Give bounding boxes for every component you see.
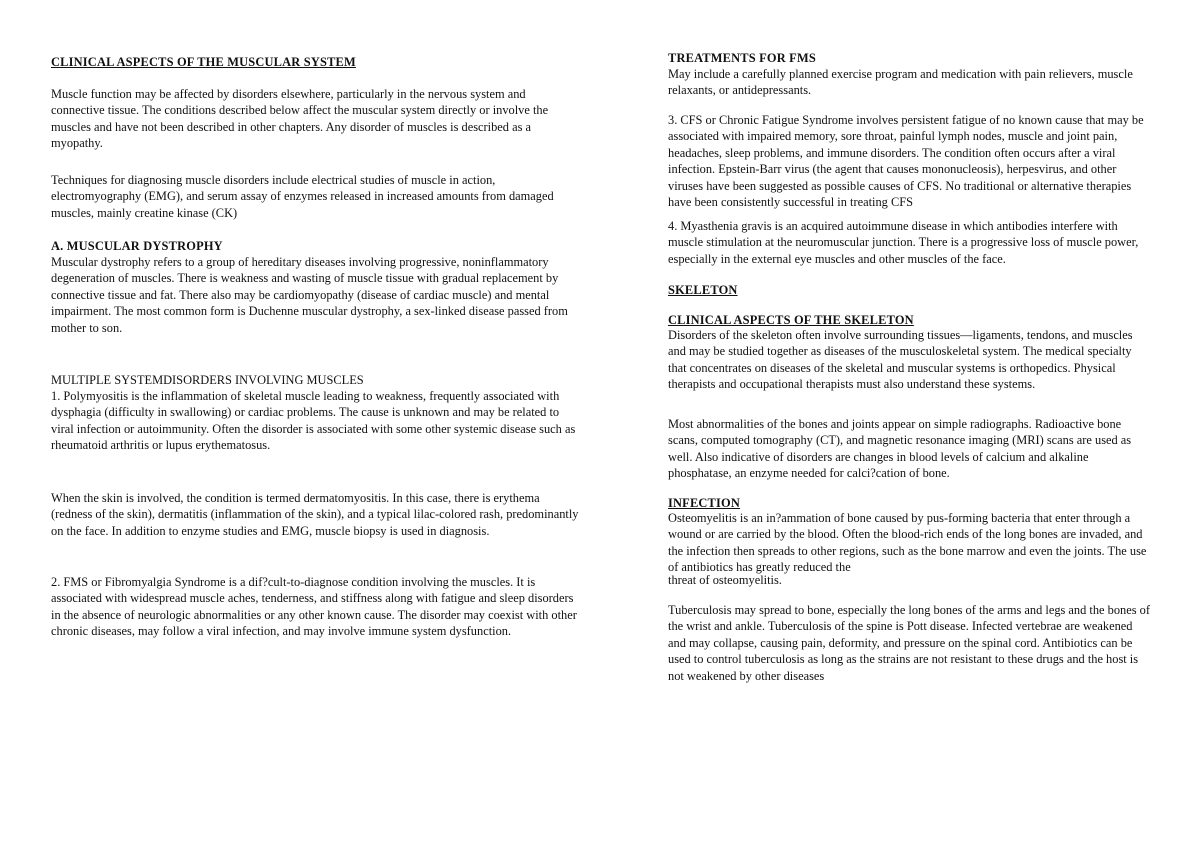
cfs-paragraph: 3. CFS or Chronic Fatigue Syndrome involves persistent fatigue of no known cause that may be associated with impaired memory, sore throat, painful lymph nodes, muscle and joint pain, headaches, sleep problems, and immune disorders. The condition often occurs after a viral infection. Epstein-Barr virus (the agent that causes mononucleosis), herpesvirus, and other viruses have been suggested as possible causes of CFS. No traditional or alternative therapies have been consistently successful in treating CFS (668, 113, 1144, 210)
clinical-skeleton-heading: CLINICAL ASPECTS OF THE SKELETON (668, 313, 914, 327)
treatments-heading: TREATMENTS FOR FMS (668, 51, 816, 65)
infection-heading: INFECTION (668, 496, 741, 510)
dystrophy-paragraph: Muscular dystrophy refers to a group of hereditary diseases involving progressive, noninflammatory degeneration of muscles. There is weakness and wasting of muscle tissue with gradual replacement by connective tissue and fat. There also may be cardiomyopathy (disease of cardiac muscle) and mental impairment. The most common form is Duchenne muscular dystrophy, a sex-linked disease passed from mother to son. (51, 255, 568, 335)
intro-paragraph: Muscle function may be affected by disorders elsewhere, particularly in the nervous system and connective tissue. The conditions described below affect the muscular system directly or involve the muscles and have not been described in other chapters. Any disorder of muscles is described as a myopathy. (51, 87, 549, 151)
section-title: CLINICAL ASPECTS OF THE MUSCULAR SYSTEM (51, 55, 356, 69)
skeleton-heading: SKELETON (668, 283, 738, 297)
infection-paragraph-end: threat of osteomyelitis. (668, 573, 782, 587)
treatments-paragraph: May include a carefully planned exercise program and medication with pain relievers, muscle relaxants, or antidepressants. (668, 67, 1133, 98)
dystrophy-heading: A. MUSCULAR DYSTROPHY (51, 239, 223, 253)
myasthenia-paragraph: 4. Myasthenia gravis is an acquired autoimmune disease in which antibodies interfere with muscle stimulation at the neuromuscular junction. There is a progressive loss of muscle power, especially in the external eye muscles and other muscles of the face. (668, 219, 1139, 266)
tuberculosis-paragraph: Tuberculosis may spread to bone, especially the long bones of the arms and legs and the bones of the wrist and ankle. Tuberculosis of the spine is Pott disease. Infected vertebrae are weakened and may collapse, causing pain, deformity, and pressure on the spinal cord. Antibiotics can be used to control tuberculosis as long as the strains are not resistant to these drugs and the host is not weakened by other diseases (668, 603, 1150, 683)
polymyositis-paragraph: 1. Polymyositis is the inflammation of skeletal muscle leading to weakness, frequently associated with dysphagia (difficulty in swallowing) or cardiac problems. The cause is unknown and may be related to viral infection or autoimmunity. Often the disorder is associated with some other systemic disease such as rheumatoid arthritis or lupus erythematosus. (51, 389, 576, 453)
fms-paragraph: 2. FMS or Fibromyalgia Syndrome is a dif?cult-to-diagnose condition involving the muscles. It is associated with widespread muscle aches, tenderness, and stiffness along with fatigue and sleep disorders in the absence of neurologic abnormalities or any other known cause. The disorder may coexist with other chronic diseases, may follow a viral infection, and may involve immune system dysfunction. (51, 575, 577, 639)
multiple-heading: MULTIPLE SYSTEMDISORDERS INVOLVING MUSCLES (51, 373, 364, 387)
radiographs-paragraph: Most abnormalities of the bones and joints appear on simple radiographs. Radioactive bone scans, computed tomography (CT), and magnetic resonance imaging (MRI) scans are used as well. Also indicative of disorders are changes in blood levels of calcium and alkaline phosphatase, an enzyme needed for calci?cation of bone. (668, 417, 1132, 481)
clinical-skeleton-paragraph: Disorders of the skeleton often involve surrounding tissues—ligaments, tendons, and muscles and may be studied together as diseases of the musculoskeletal system. The medical specialty that concentrates on diseases of the skeletal and muscular systems is orthopedics. Physical therapists and occupational therapists must also understand these systems. (668, 328, 1133, 392)
infection-paragraph: Osteomyelitis is an in?ammation of bone caused by pus-forming bacteria that enter through a wound or are carried by the blood. Often the blood-rich ends of the long bones are invaded, and the infection then spreads to other regions, such as the bone marrow and even the joints. The use of antibiotics has greatly reduced the (668, 511, 1147, 575)
dermatomyositis-paragraph: When the skin is involved, the condition is termed dermatomyositis. In this case, there is erythema (redness of the skin), dermatitis (inflammation of the skin), and a typical lilac-colored rash, predominantly on the face. In addition to enzyme studies and EMG, muscle biopsy is used in diagnosis. (51, 491, 579, 538)
techniques-paragraph: Techniques for diagnosing muscle disorders include electrical studies of muscle in action, electromyography (EMG), and serum assay of enzymes released in increased amounts from damaged muscles, mainly creatine kinase (CK) (51, 173, 554, 220)
